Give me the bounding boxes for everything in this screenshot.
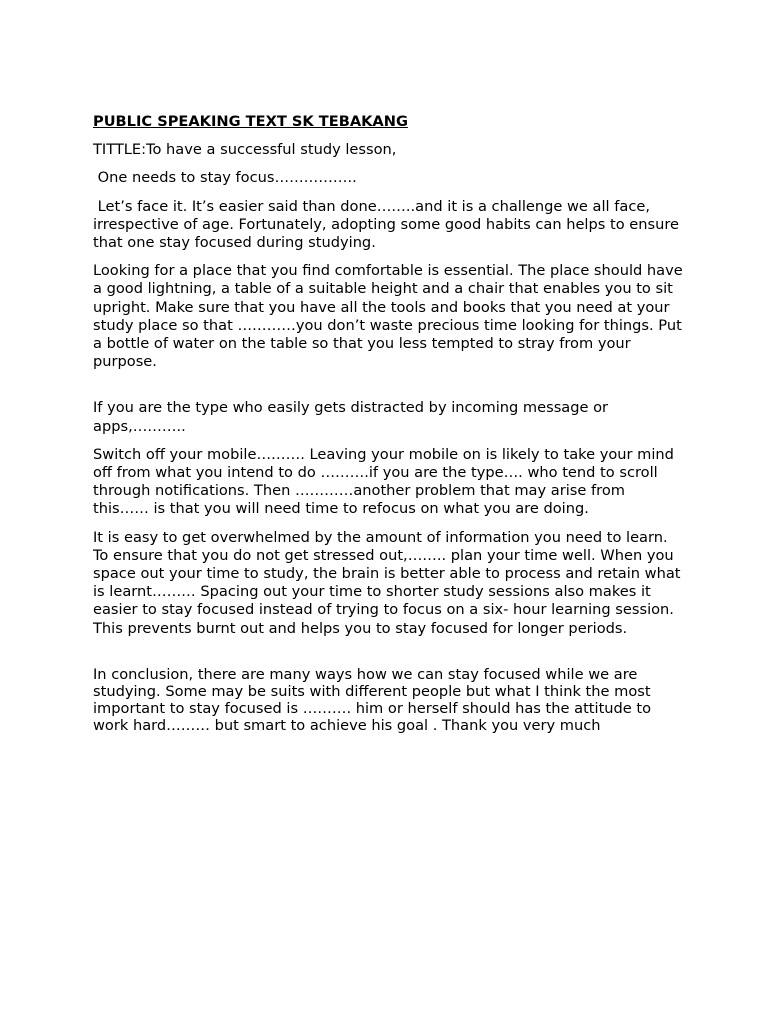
paragraph-intro: Let’s face it. It’s easier said than done……..and it is a challenge we all face, irrespective of age. Fortunately, adopting some good habits can helps to ensure that one stay focused during studying. <box>93 197 684 252</box>
paragraph-tittle: TITTLE:To have a successful study lesson, <box>93 141 397 159</box>
paragraph-time-planning: It is easy to get overwhelmed by the amount of information you need to learn. To ensure that you do not get stressed out,…….. plan your time well. When you space out your time to study, the brain is better able to process and retain what is learnt……… Spacing out your time to shorter study sessions also makes it easier to stay focused instead of trying to focus on a six- hour learning session. This prevents burnt out and helps you to stay focused for longer periods. <box>93 528 681 637</box>
paragraph-distractions: If you are the type who easily gets distracted by incoming message or apps,……….. <box>93 399 609 435</box>
paragraph-mobile: Switch off your mobile………. Leaving your mobile on is likely to take your mind off from what you intend to do ……….if you are the type…. who tend to scroll through notifications. Then …………another problem that may arise from this…… is that you will need time to refocus on what you are doing. <box>93 445 674 518</box>
paragraph-stay-focus: One needs to stay focus…………….. <box>93 169 357 187</box>
document-page <box>93 113 683 744</box>
paragraph-study-place: Looking for a place that you find comfortable is essential. The place should have a good lightning, a table of a suitable height and a chair that enables you to sit upright. Make sure that you have all the tools and books that you need at your study place so that …………you don’t waste precious time looking for things. Put a bottle of water on the table so that you less tempted to stray from your purpose. <box>93 262 683 371</box>
document-title: PUBLIC SPEAKING TEXT SK TEBAKANG <box>93 113 408 130</box>
paragraph-conclusion: In conclusion, there are many ways how we can stay focused while we are studying. Some may be suits with different people but what I think the most important to stay focused is ………. him or herself should has the attitude to work hard……… but smart to achieve his goal . Thank you very much <box>93 665 652 734</box>
